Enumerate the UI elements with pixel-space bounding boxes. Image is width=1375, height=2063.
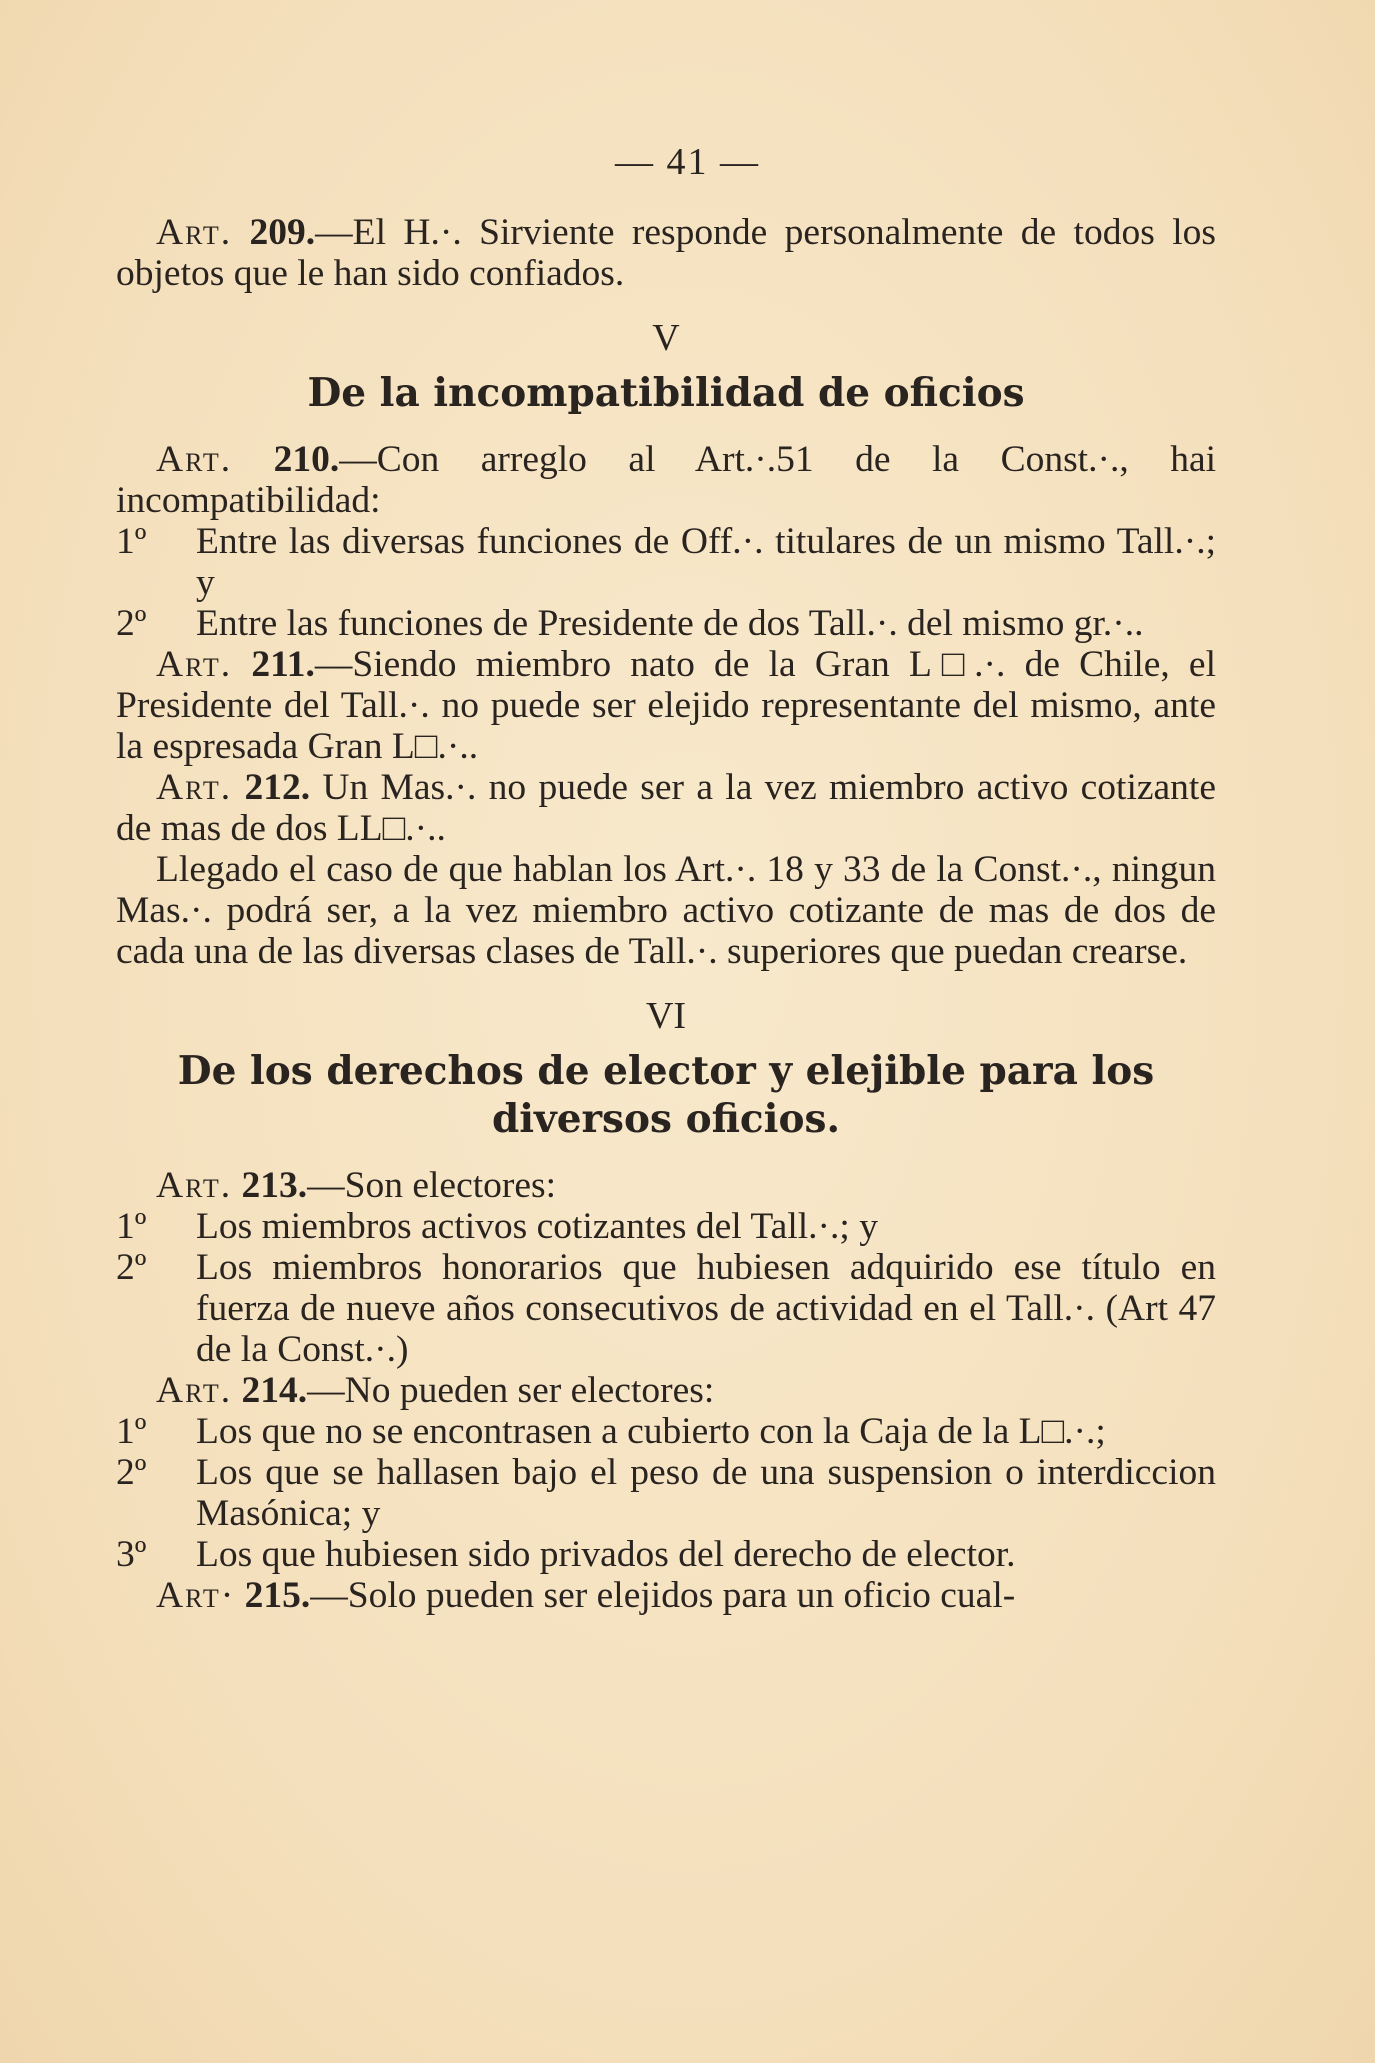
article-label: Art. — [156, 439, 233, 480]
list-item — [116, 1452, 1216, 1534]
section-heading: De los derechos de elector y elejible para los diversos oficios. — [177, 1048, 1155, 1142]
section-numeral: V — [652, 317, 680, 359]
list-item — [116, 1206, 1216, 1247]
list-item-text: Los miembros honorarios que hubiesen adquirido ese título en fuerza de nueve años consecutivos de actividad en el Tall.·. (Art 47 de la Const.·.) — [196, 1247, 1216, 1370]
list-item — [116, 603, 1216, 644]
section-numeral: VI — [645, 995, 687, 1037]
article-number: 212. — [244, 767, 311, 808]
article-214 — [116, 1370, 1216, 1411]
article-212 — [116, 767, 1216, 849]
article-number: 209. — [249, 212, 316, 253]
article-text: —Son electores: — [307, 1165, 557, 1206]
section-heading: De la incompatibilidad de oficios — [307, 370, 1025, 416]
article-number: 214. — [241, 1370, 308, 1411]
list-item-text: Entre las diversas funciones de Off.·. titulares de un mismo Tall.·.; y — [196, 521, 1216, 603]
list-item — [116, 1534, 1216, 1575]
article-label: Art. — [156, 644, 233, 685]
list-item — [116, 521, 1216, 603]
list-item — [116, 1411, 1216, 1452]
list-item — [116, 1247, 1216, 1370]
list-item-number: 2º — [116, 1247, 147, 1288]
list-item-number: 3º — [116, 1534, 147, 1575]
article-text: Un Mas.·. no puede ser a la vez miembro activo cotizante de mas de dos LL□.·.. — [116, 767, 1216, 849]
list-item-text: Los que hubiesen sido privados del derecho de elector. — [196, 1534, 1016, 1575]
article-label: Art. — [156, 1370, 233, 1411]
article-text: —Con arreglo al Art.·.51 de la Const.·., hai incompatibilidad: — [116, 439, 1217, 521]
article-number: 215. — [244, 1575, 311, 1616]
article-text: —El H.·. Sirviente responde personalmente de todos los objetos que le han sido confiados. — [116, 212, 1216, 294]
list-item-number: 2º — [116, 1452, 147, 1493]
article-215 — [116, 1575, 1216, 1616]
article-number: 213. — [241, 1165, 308, 1206]
page-number: — 41 — — [615, 141, 760, 183]
page-body — [116, 212, 1216, 1616]
article-213 — [116, 1165, 1216, 1206]
list-item-text: Los que no se encontrasen a cubierto con la Caja de la L□.·.; — [196, 1411, 1106, 1452]
article-number: 210. — [273, 439, 340, 480]
article-209 — [116, 212, 1216, 294]
list-item-text: Los que se hallasen bajo el peso de una suspension o interdiccion Masónica; y — [196, 1452, 1216, 1534]
list-item-text: Entre las funciones de Presidente de dos Tall.·. del mismo gr.·.. — [196, 603, 1144, 644]
article-label: Art· — [156, 1575, 236, 1616]
article-211 — [116, 644, 1216, 767]
article-label: Art. — [156, 767, 233, 808]
article-text: —Solo pueden ser elejidos para un oficio cual- — [310, 1575, 1016, 1616]
list-item-number: 1º — [116, 1206, 147, 1247]
article-210 — [116, 439, 1216, 521]
list-item-number: 1º — [116, 1411, 147, 1452]
article-label: Art. — [156, 1165, 233, 1206]
list-item-number: 1º — [116, 521, 147, 562]
list-item-text: Los miembros activos cotizantes del Tall.·.; y — [196, 1206, 878, 1247]
article-label: Art. — [156, 212, 233, 253]
paragraph: Llegado el caso de que hablan los Art.·. 18 y 33 de la Const.·., ningun Mas.·. podrá ser, a la vez miembro activo cotizante de mas de dos de cada una de las diversas clases de Tall.·. superiores que puedan crearse. — [116, 849, 1216, 972]
list-item-number: 2º — [116, 603, 147, 644]
article-number: 211. — [251, 644, 315, 685]
article-text: —No pueden ser electores: — [307, 1370, 715, 1411]
article-text: —Siendo miembro nato de la Gran L□.·. de Chile, el Presidente del Tall.·. no puede ser elejido representante del mismo, ante la espresada Gran L□.·.. — [116, 644, 1216, 767]
